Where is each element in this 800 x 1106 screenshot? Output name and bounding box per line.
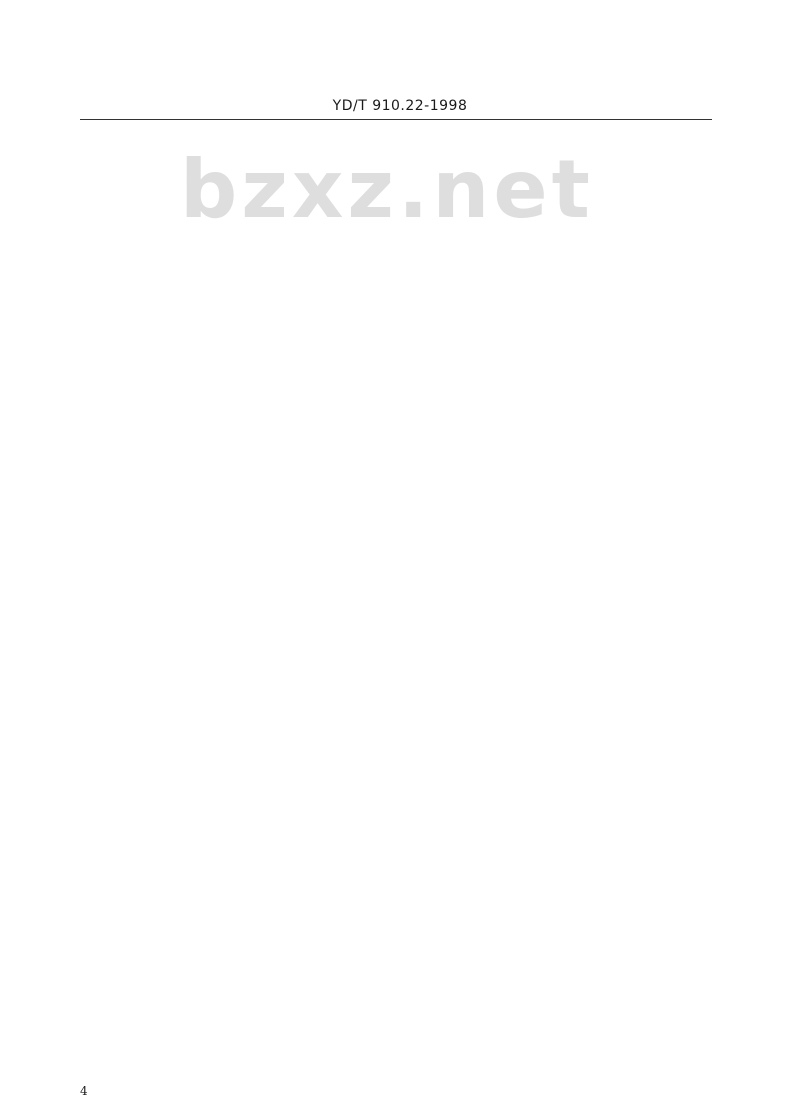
header-rule — [80, 119, 712, 120]
watermark: bzxz.net — [180, 143, 594, 236]
running-header: YD/T 910.22-1998 — [332, 98, 468, 114]
page-number: 4 — [80, 1084, 88, 1098]
